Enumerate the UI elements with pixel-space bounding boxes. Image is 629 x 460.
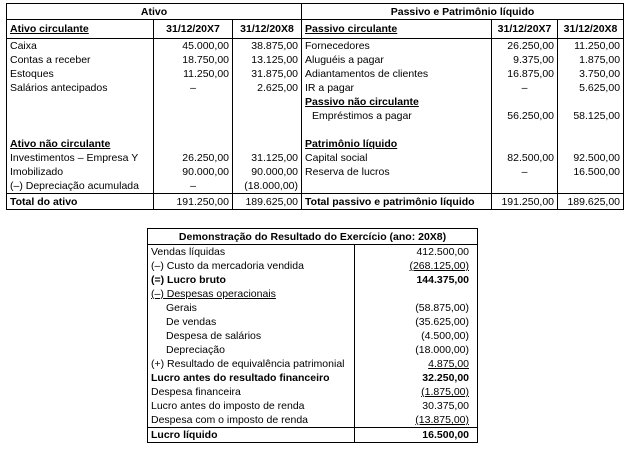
row-value: 18.750,00 — [154, 53, 233, 67]
row-label: Reserva de lucros — [302, 165, 492, 179]
row-value: 92.500,00 — [558, 151, 624, 165]
dre-row — [148, 315, 478, 329]
dre-value: (13.875,00) — [355, 413, 478, 428]
dre-row — [148, 273, 478, 287]
table-row — [7, 109, 624, 123]
row-value: 90.000,00 — [154, 165, 233, 179]
row-value: 13.125,00 — [233, 53, 302, 67]
row-label: Aluguéis a pagar — [302, 53, 492, 67]
row-label: Adiantamentos de clientes — [302, 67, 492, 81]
table-row — [7, 53, 624, 67]
dre-value: 30.375,00 — [355, 399, 478, 413]
row-value — [233, 95, 302, 109]
row-value — [492, 179, 558, 194]
dre-row — [148, 399, 478, 413]
dre-label: Despesa financeira — [151, 386, 241, 398]
dre-label: Depreciação — [166, 344, 225, 356]
date-col-1: 31/12/20X7 — [154, 20, 233, 39]
dre-row — [148, 428, 478, 443]
table-row — [7, 137, 624, 151]
dre-row — [148, 413, 478, 428]
dre-label: (=) Lucro bruto — [151, 274, 226, 286]
dre-row — [148, 329, 478, 343]
row-label: Investimentos – Empresa Y — [10, 152, 139, 164]
dre-label: Lucro antes do imposto de renda — [151, 400, 305, 412]
row-value — [233, 109, 302, 123]
row-value — [233, 137, 302, 151]
liabilities-equity-header: Passivo e Patrimônio líquido — [302, 4, 624, 20]
row-label: Contas a receber — [10, 54, 91, 66]
row-value: – — [154, 179, 233, 194]
dre-label: Despesa de salários — [166, 330, 262, 342]
row-value — [492, 137, 558, 151]
row-value: 2.625,00 — [233, 81, 302, 95]
dre-row — [148, 357, 478, 371]
row-value: 90.000,00 — [233, 165, 302, 179]
dre-row — [148, 385, 478, 399]
row-label: Caixa — [10, 40, 37, 52]
row-value: (18.000,00) — [233, 179, 302, 194]
dre-label: (–) Despesas operacionais — [151, 288, 276, 300]
row-label: (–) Depreciação acumulada — [10, 180, 139, 192]
row-value: 5.625,00 — [558, 81, 624, 95]
table-row — [7, 67, 624, 81]
noncurrent-assets-title: Ativo não circulante — [10, 138, 111, 150]
row-value — [154, 123, 233, 137]
equity-title: Patrimônio líquido — [302, 137, 492, 151]
row-value: 11.250,00 — [558, 39, 624, 54]
dre-value: (58.875,00) — [355, 301, 478, 315]
table-row — [7, 39, 624, 54]
row-value — [558, 95, 624, 109]
income-statement-table — [147, 228, 478, 443]
current-assets-title: Ativo circulante — [7, 20, 154, 39]
row-label: Estoques — [10, 68, 54, 80]
row-value — [558, 123, 624, 137]
table-row — [7, 179, 624, 194]
row-label: Fornecedores — [302, 39, 492, 54]
row-value — [492, 95, 558, 109]
table-row — [7, 123, 624, 137]
row-value — [492, 123, 558, 137]
dre-value: (18.000,00) — [355, 343, 478, 357]
dre-row — [148, 287, 478, 301]
row-value — [558, 179, 624, 194]
row-value: 26.250,00 — [154, 151, 233, 165]
row-label: Capital social — [302, 151, 492, 165]
date-col-1-right: 31/12/20X7 — [492, 20, 558, 39]
dre-row — [148, 371, 478, 385]
dre-row — [148, 259, 478, 273]
dre-label: Gerais — [166, 302, 197, 314]
total-assets-1: 191.250,00 — [154, 194, 233, 210]
date-col-2: 31/12/20X8 — [233, 20, 302, 39]
row-label: IR a pagar — [302, 81, 492, 95]
row-label: Empréstimos a pagar — [302, 109, 492, 123]
dre-label: Lucro antes do resultado financeiro — [151, 372, 330, 384]
row-label — [7, 95, 154, 109]
dre-value: (4.500,00) — [355, 329, 478, 343]
row-value: 11.250,00 — [154, 67, 233, 81]
dre-row — [148, 245, 478, 260]
row-value: 1.875,00 — [558, 53, 624, 67]
row-value: 16.500,00 — [558, 165, 624, 179]
dre-label: (–) Custo da mercadoria vendida — [151, 260, 304, 272]
row-value: – — [492, 81, 558, 95]
dre-value — [355, 287, 478, 301]
row-value: 58.125,00 — [558, 109, 624, 123]
row-value: 16.875,00 — [492, 67, 558, 81]
dre-value: 32.250,00 — [355, 371, 478, 385]
totals-row — [7, 194, 624, 210]
income-statement-title: Demonstração do Resultado do Exercício (ano: 20X8) — [148, 229, 478, 245]
dre-label: (+) Resultado de equivalência patrimonial — [151, 358, 345, 370]
row-value: 9.375,00 — [492, 53, 558, 67]
current-liabilities-title: Passivo circulante — [302, 20, 492, 39]
row-value — [154, 109, 233, 123]
dre-label: Despesa com o imposto de renda — [151, 414, 309, 426]
noncurrent-liabilities-title: Passivo não circulante — [302, 95, 492, 109]
total-assets-2: 189.625,00 — [233, 194, 302, 210]
row-value: 56.250,00 — [492, 109, 558, 123]
row-label: Salários antecipados — [10, 82, 108, 94]
row-value: 38.875,00 — [233, 39, 302, 54]
dre-value: 412.500,00 — [355, 245, 478, 260]
row-label — [7, 109, 154, 123]
net-income-label: Lucro líquido — [148, 428, 355, 443]
dre-value: (1.875,00) — [355, 385, 478, 399]
dre-label: De vendas — [166, 316, 217, 328]
net-income-value: 16.500,00 — [355, 428, 478, 443]
total-liabilities-1: 191.250,00 — [492, 194, 558, 210]
table-row — [7, 151, 624, 165]
row-value — [558, 137, 624, 151]
row-value: 3.750,00 — [558, 67, 624, 81]
row-value: 45.000,00 — [154, 39, 233, 54]
dre-value: 4.875,00 — [355, 357, 478, 371]
table-row — [7, 165, 624, 179]
assets-header: Ativo — [7, 4, 302, 20]
dre-value: (35.625,00) — [355, 315, 478, 329]
dre-label: Vendas líquidas — [151, 246, 226, 258]
row-label — [7, 123, 154, 137]
row-value: – — [492, 165, 558, 179]
table-row — [7, 81, 624, 95]
balance-sheet-table — [6, 3, 624, 210]
dre-value: 144.375,00 — [355, 273, 478, 287]
row-value — [154, 95, 233, 109]
row-value: 82.500,00 — [492, 151, 558, 165]
dre-row — [148, 343, 478, 357]
row-label: Imobilizado — [10, 166, 64, 178]
table-row — [7, 95, 624, 109]
row-value — [233, 123, 302, 137]
row-value: 31.125,00 — [233, 151, 302, 165]
date-col-2-right: 31/12/20X8 — [558, 20, 624, 39]
dre-row — [148, 301, 478, 315]
row-value: – — [154, 81, 233, 95]
row-label — [302, 123, 492, 137]
dre-value: (268.125,00) — [355, 259, 478, 273]
total-liabilities-label: Total passivo e patrimônio líquido — [302, 194, 492, 210]
row-value — [154, 137, 233, 151]
row-value: 26.250,00 — [492, 39, 558, 54]
row-value: 31.875,00 — [233, 67, 302, 81]
total-assets-label: Total do ativo — [7, 194, 154, 210]
row-label — [302, 179, 492, 194]
total-liabilities-2: 189.625,00 — [558, 194, 624, 210]
